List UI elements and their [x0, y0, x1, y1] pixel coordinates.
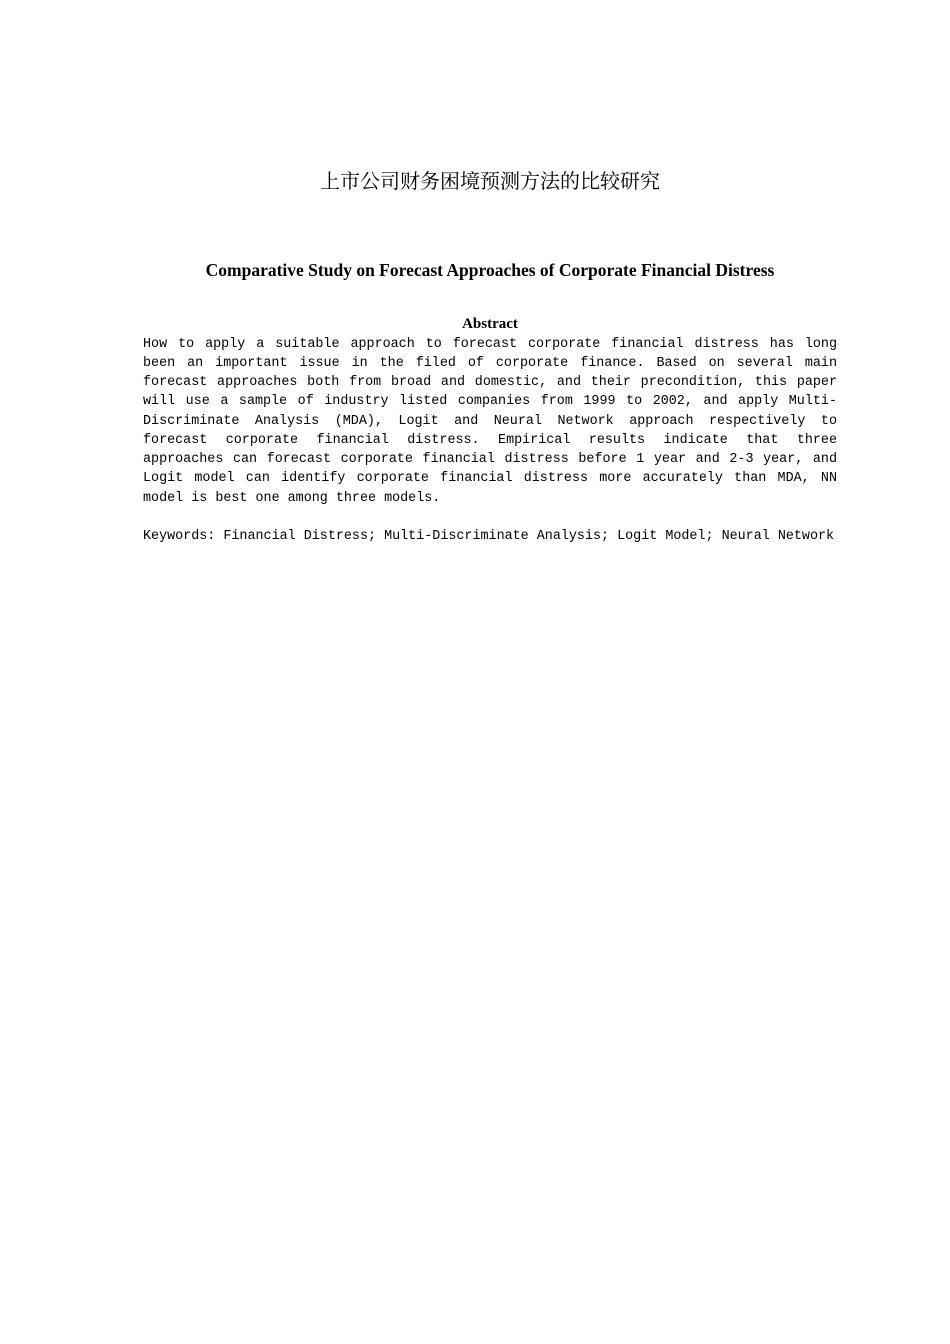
- abstract-heading: Abstract: [462, 316, 518, 332]
- english-title: Comparative Study on Forecast Approaches of Corporate Financial Distress: [205, 260, 775, 280]
- abstract-body: How to apply a suitable approach to forecast corporate financial distress has long been an important issue in the filed of corporate finance. Based on several main forecast approaches both from broad and domestic, and their precondition, this paper will use a sample of industry listed companies from 1999 to 2002, and apply Multi-Discriminate Analysis (MDA), Logit and Neural Network approach respectively to forecast corporate financial distress. Empirical results indicate that three approaches can forecast corporate financial distress before 1 year and 2-3 year, and Logit model can identify corporate financial distress more accurately than MDA, NN model is best one among three models.: [143, 336, 837, 506]
- keywords-line: Keywords: Financial Distress; Multi-Discriminate Analysis; Logit Model; Neural Network: [143, 528, 835, 544]
- chinese-title: 上市公司财务困境预测方法的比较研究: [320, 169, 660, 193]
